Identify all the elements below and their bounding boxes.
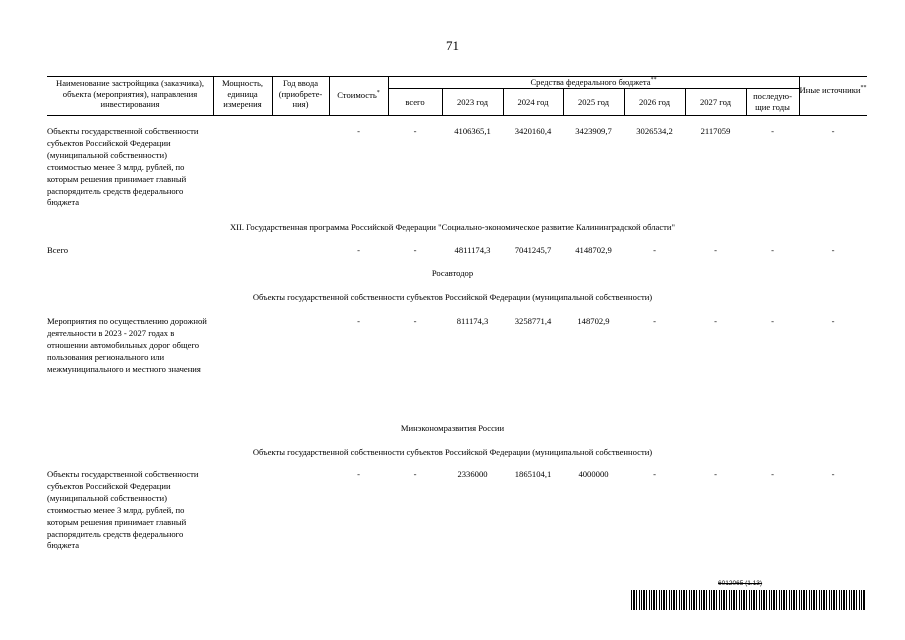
cell-2026: - — [653, 316, 656, 326]
barcode-label: 6012065 (1.13) — [718, 580, 763, 587]
cell-2024: 3420160,4 — [514, 126, 552, 136]
agency-heading: Минэкономразвития России — [400, 423, 505, 433]
cell-2024: 3258771,4 — [514, 316, 552, 326]
objects-heading: Объекты государственной собственности субъектов Российской Федерации (муниципальной собственности) — [252, 447, 653, 457]
header-capacity: Мощность, единица измерения — [221, 78, 264, 110]
header-name: Наименование застройщика (заказчика), объекта (мероприятия), направления инвестирования — [56, 78, 204, 110]
cell-other: - — [831, 126, 835, 136]
cell-2023: 811174,3 — [456, 316, 489, 326]
header-2027: 2027 год — [699, 97, 732, 107]
cell-2023: 4811174,3 — [454, 245, 491, 255]
cell-2024: 7041245,7 — [514, 245, 552, 255]
cell-total: - — [413, 245, 417, 255]
cell-other: - — [831, 316, 835, 326]
cell-2027: - — [714, 469, 717, 479]
cell-other: - — [831, 245, 835, 255]
cell-2025: 4000000 — [578, 469, 609, 479]
cell-2025: 3423909,7 — [575, 126, 612, 136]
cell-cost: - — [357, 245, 360, 255]
header-other: Иные источники** — [799, 85, 867, 95]
cell-total: - — [413, 126, 417, 136]
header-2024: 2024 год — [517, 97, 549, 107]
cell-total: - — [413, 316, 417, 326]
header-later: последую-щие годы — [753, 91, 792, 112]
header-federal: Средства федерального бюджета** — [530, 77, 657, 87]
agency-heading: Росавтодор — [431, 268, 474, 278]
cell-later: - — [771, 316, 774, 326]
header-2025: 2025 год — [577, 97, 610, 107]
cell-2027: 2117059 — [700, 126, 731, 136]
cell-cost: - — [357, 126, 360, 136]
row-name: Мероприятия по осуществлению дорожной деятельности в 2023 - 2027 годах в отношении автомобильных дорог общего пользования регионального или межмуниципального и местного значения — [47, 316, 207, 374]
row-name: Всего — [47, 245, 69, 255]
cell-2025: 4148702,9 — [575, 245, 612, 255]
cell-2025: 148702,9 — [577, 316, 610, 326]
header-2026: 2026 год — [638, 97, 671, 107]
row-name: Объекты государственной собственности субъектов Российской Федерации (муниципальной собственности) стоимостью менее 3 млрд. рублей, по которым решения принимает главный распорядитель средств федерального бюджета — [47, 126, 199, 208]
objects-heading: Объекты государственной собственности субъектов Российской Федерации (муниципальной собственности) — [252, 292, 653, 302]
cell-cost: - — [357, 469, 360, 479]
row-name: Объекты государственной собственности субъектов Российской Федерации (муниципальной собственности) стоимостью менее 3 млрд. рублей, по которым решения принимает главный распорядитель средств федерального бюджета — [47, 469, 199, 551]
cell-later: - — [771, 126, 774, 136]
header-year: Год ввода (приобрете-ния) — [278, 78, 323, 110]
cell-2026: 3026534,2 — [636, 126, 673, 136]
cell-2026: - — [653, 469, 656, 479]
program-heading: XII. Государственная программа Российской Федерации "Социально-экономическое развитие Калининградской области" — [229, 222, 676, 232]
page-number: 71 — [446, 38, 459, 53]
cell-2023: 4106365,1 — [454, 126, 491, 136]
barcode-icon — [631, 590, 865, 610]
cell-cost: - — [357, 316, 360, 326]
cell-2024: 1865104,1 — [514, 469, 552, 479]
header-total: всего — [405, 97, 425, 107]
cell-later: - — [771, 469, 774, 479]
header-2023: 2023 год — [456, 97, 489, 107]
cell-2027: - — [714, 245, 717, 255]
cell-total: - — [413, 469, 417, 479]
header-cost: Стоимость* — [337, 90, 380, 100]
cell-2023: 2336000 — [457, 469, 488, 479]
cell-other: - — [831, 469, 835, 479]
cell-2026: - — [653, 245, 656, 255]
cell-2027: - — [714, 316, 717, 326]
cell-later: - — [771, 245, 774, 255]
